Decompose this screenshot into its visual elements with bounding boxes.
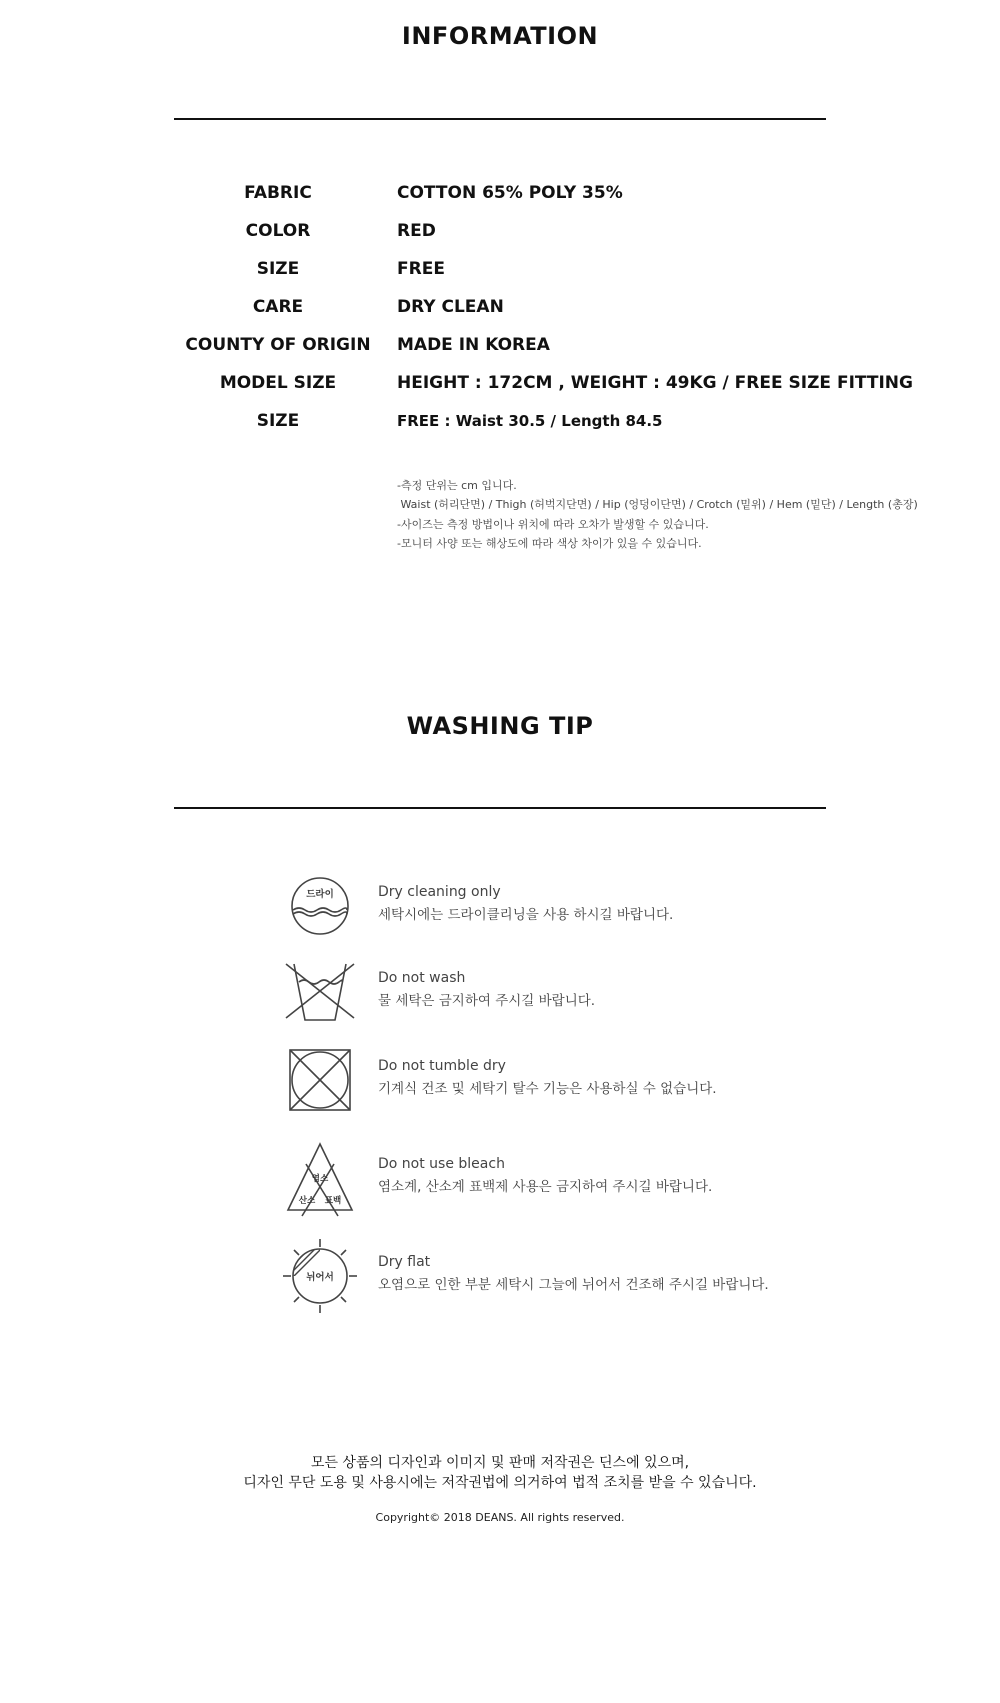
tip-title: Do not wash	[378, 970, 466, 986]
washing-heading: WASHING TIP	[406, 712, 594, 740]
info-value: FREE	[397, 259, 445, 279]
note-line: -사이즈는 측정 방법이나 위치에 따라 오차가 발생할 수 있습니다.	[397, 517, 709, 531]
copyright-notice	[0, 1453, 1000, 1493]
tip-title: Do not use bleach	[378, 1156, 505, 1172]
info-label: MODEL SIZE	[219, 373, 337, 393]
info-label: SIZE	[256, 259, 300, 279]
copyright-text: Copyright© 2018 DEANS. All rights reserved.	[375, 1511, 625, 1524]
dry-flat-icon	[280, 1236, 360, 1316]
tip-desc: 염소계, 산소계 표백제 사용은 금지하여 주시길 바랍니다.	[378, 1179, 713, 1195]
no-wash-icon	[280, 952, 360, 1032]
no-bleach-icon-text-left: 산소	[298, 1196, 316, 1206]
info-value: HEIGHT : 172CM , WEIGHT : 49KG / FREE SIZE FITTING	[397, 373, 913, 393]
info-value: DRY CLEAN	[397, 297, 504, 317]
note-line: -모니터 사양 또는 해상도에 따라 색상 차이가 있을 수 있습니다.	[397, 536, 702, 550]
info-row-color	[170, 212, 930, 250]
tip-no-bleach	[280, 1138, 840, 1218]
tip-dry-flat	[280, 1236, 840, 1316]
info-row-model-size	[170, 364, 930, 402]
tip-desc: 세탁시에는 드라이클리닝을 사용 하시길 바랍니다.	[378, 907, 674, 923]
info-row-care	[170, 288, 930, 326]
info-row-origin	[170, 326, 930, 364]
info-value: COTTON 65% POLY 35%	[397, 183, 623, 203]
no-bleach-icon	[280, 1138, 360, 1218]
info-value: MADE IN KOREA	[397, 335, 550, 355]
dry-flat-icon-text: 뉘어서	[306, 1272, 334, 1283]
washing-divider	[174, 807, 826, 809]
info-row-size-measure	[170, 402, 930, 440]
tip-desc: 기계식 건조 및 세탁기 탈수 기능은 사용하실 수 없습니다.	[378, 1081, 717, 1097]
footer-line-2: 디자인 무단 도용 및 사용시에는 저작권법에 의거하여 법적 조치를 받을 수 있습니다.	[243, 1475, 757, 1491]
tip-title: Dry flat	[378, 1254, 431, 1270]
note-line: -측정 단위는 cm 입니다.	[397, 479, 517, 492]
info-label: COUNTY OF ORIGIN	[185, 335, 371, 355]
footer-line-1: 모든 상품의 디자인과 이미지 및 판매 저작권은 딘스에 있으며,	[310, 1455, 690, 1471]
info-label: FABRIC	[244, 183, 312, 203]
info-label: CARE	[252, 297, 304, 317]
info-row-size	[170, 250, 930, 288]
tip-desc: 오염으로 인한 부분 세탁시 그늘에 뉘어서 건조해 주시길 바랍니다.	[378, 1277, 769, 1293]
information-heading: INFORMATION	[401, 22, 599, 50]
info-row-fabric	[170, 174, 930, 212]
info-value: FREE : Waist 30.5 / Length 84.5	[397, 412, 663, 430]
tip-dry-clean	[280, 866, 840, 946]
tip-title: Dry cleaning only	[378, 884, 501, 900]
info-label: COLOR	[245, 221, 311, 241]
no-bleach-icon-text-top: 염소	[311, 1174, 329, 1184]
tip-no-tumble-dry	[280, 1040, 840, 1120]
tip-desc: 물 세탁은 금지하여 주시길 바랍니다.	[378, 993, 596, 1009]
no-tumble-dry-icon	[280, 1040, 360, 1120]
no-bleach-icon-text-right: 표백	[324, 1196, 342, 1206]
dry-clean-icon-text: 드라이	[306, 889, 334, 900]
information-divider	[174, 118, 826, 120]
info-value: RED	[397, 221, 436, 241]
dry-clean-icon	[280, 866, 360, 946]
tip-no-wash	[280, 952, 840, 1032]
measurement-notes	[397, 476, 977, 553]
note-line: Waist (허리단면) / Thigh (허벅지단면) / Hip (엉덩이단면) / Crotch (밑위) / Hem (밑단) / Length (총장)	[397, 498, 918, 512]
info-label: SIZE	[256, 411, 300, 431]
tip-title: Do not tumble dry	[378, 1058, 506, 1074]
